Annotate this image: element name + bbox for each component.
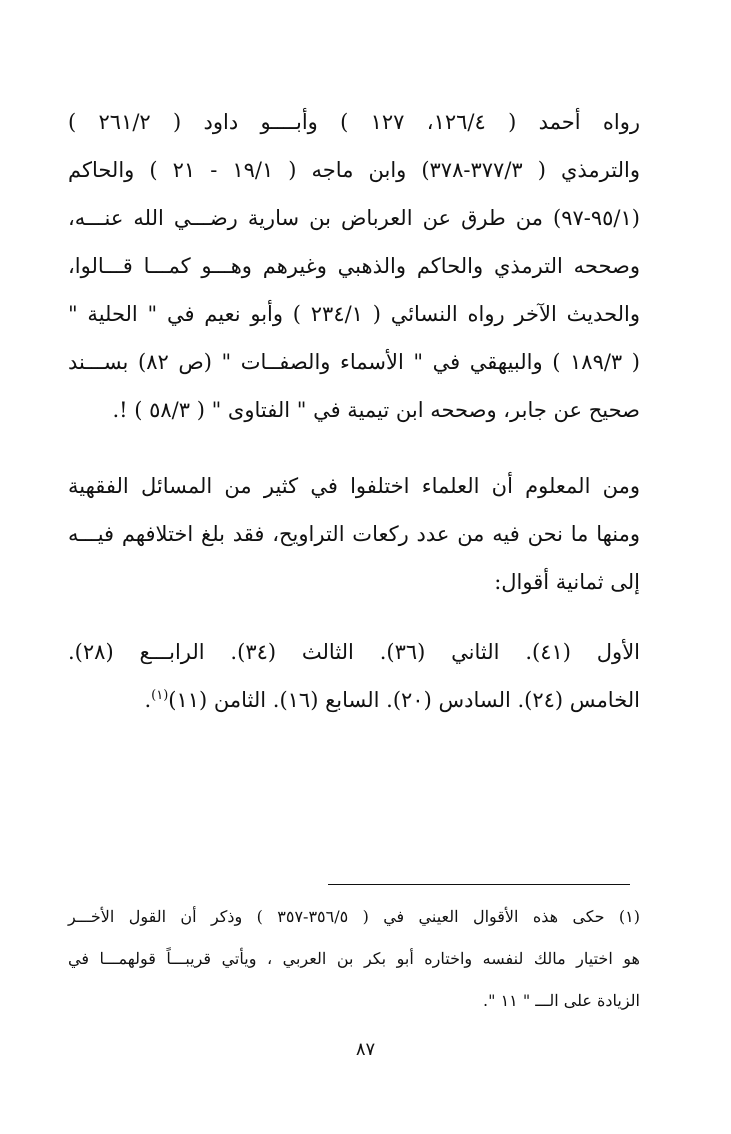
text-line: ومنها ما نحن فيه من عدد ركعات التراويح، فقد بلغ اختلافهم فيـــه xyxy=(68,522,640,546)
page-number: ٨٧ xyxy=(355,1039,376,1060)
footnote-reference: (١) xyxy=(151,688,169,703)
text-line-content: الخامس (٢٤). السادس (٢٠). السابع (١٦). الثامن (١١) xyxy=(168,688,640,712)
text-line: إلى ثمانية أقوال: xyxy=(494,570,640,594)
footnote-line-text: حكى هذه الأقوال العيني في ( ٣٥٦/٥-٣٥٧ ) وذكر أن القول الأخـــر xyxy=(68,907,605,926)
text-line: الأول (٤١). الثاني (٣٦). الثالث (٣٤). الرابـــع (٢٨). xyxy=(68,640,641,664)
footnote-line: هو اختيار مالك لنفسه واختاره أبو بكر بن العربي ، ويأتي قريبـــاً قولهمـــا في xyxy=(68,949,640,968)
text-line: (٩٥/١-٩٧) من طرق عن العرباض بن سارية رضـــي الله عنـــه، xyxy=(68,206,640,230)
footnote xyxy=(68,896,640,1022)
text-line: والحديث الآخر رواه النسائي ( ٢٣٤/١ ) وأبو نعيم في " الحلية " xyxy=(68,302,640,326)
text-line: رواه أحمد ( ١٢٦/٤، ١٢٧ ) وأبــــو داود ( ٢٦١/٢ ) xyxy=(68,110,640,134)
footnote-line: الزيادة على الـــ " ١١ ". xyxy=(483,991,640,1010)
paragraph-scholars-disagreement xyxy=(68,462,640,606)
footnote-separator xyxy=(328,884,630,885)
text-line: صحيح عن جابر، وصححه ابن تيمية في " الفتاوى " ( ٥٨/٣ ) !. xyxy=(112,398,640,422)
text-line: والترمذي ( ٣٧٧/٣-٣٧٨) وابن ماجه ( ١٩/١ - ٢١ ) والحاكم xyxy=(68,158,640,182)
text-line: وصححه الترمذي والحاكم والذهبي وغيرهم وهـــو كمـــا قـــالوا، xyxy=(68,254,640,278)
text-line: ومن المعلوم أن العلماء اختلفوا في كثير من المسائل الفقهية xyxy=(68,474,640,498)
paragraph-hadith-sources xyxy=(68,98,640,434)
footnote-marker: (١) xyxy=(618,907,640,926)
text-line-with-footnote xyxy=(68,676,640,724)
paragraph-eight-opinions xyxy=(68,628,640,724)
footnote-line xyxy=(68,896,640,938)
line-end-period: . xyxy=(144,688,152,712)
text-line: ( ١٨٩/٣ ) والبيهقي في " الأسماء والصفــات " (ص ٨٢) بســـند xyxy=(68,350,640,374)
